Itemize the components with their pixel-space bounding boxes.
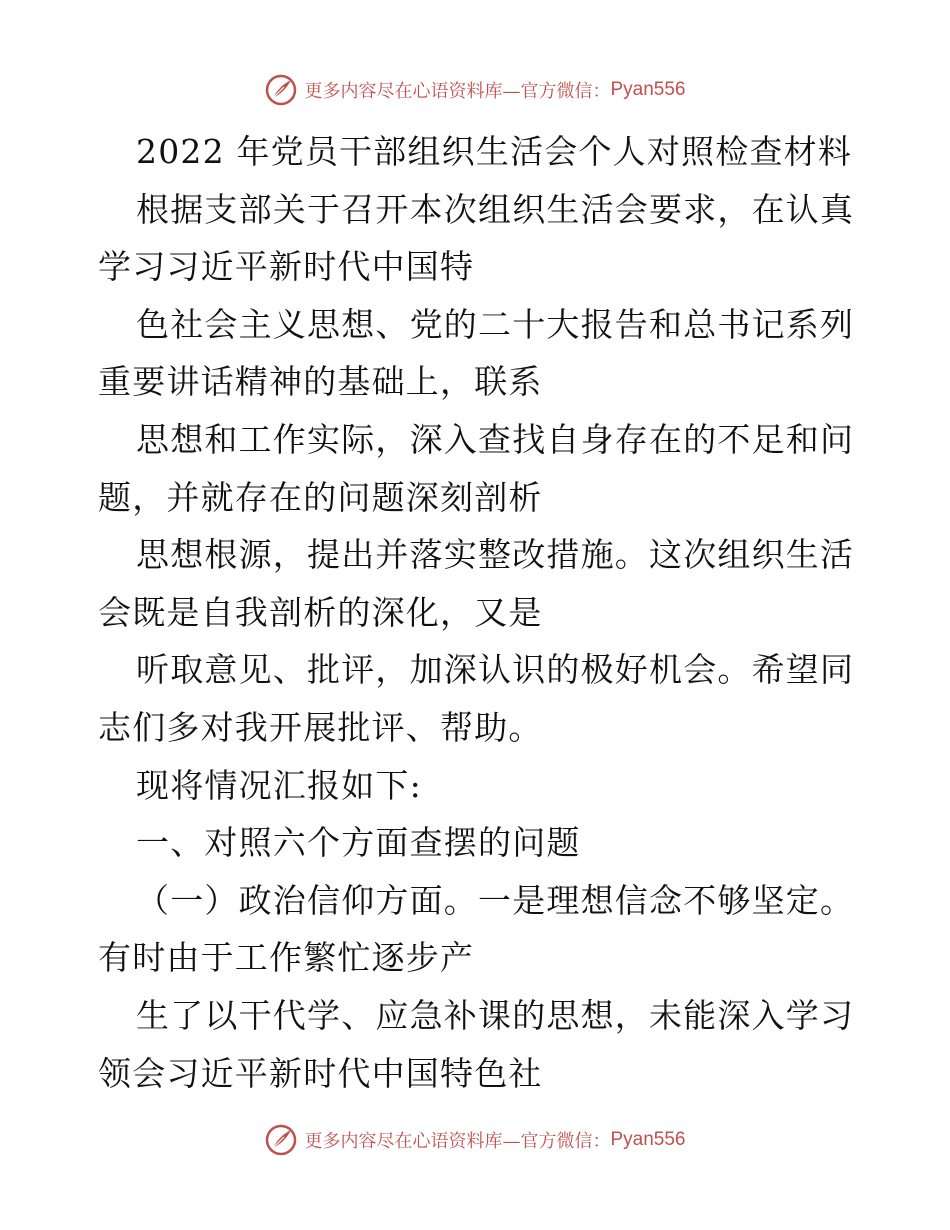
paragraph-line: 思想和工作实际，深入查找自身存在的不足和问 [136,419,855,459]
paragraph-line: 有时由于工作繁忙逐步产 [98,938,475,978]
paragraph-line: 题，并就存在的问题深刻剖析 [98,477,543,517]
footer-watermark [0,1120,950,1160]
paragraph-line: 听取意见、批评，加深认识的极好机会。希望同 [136,650,855,690]
paragraph-line: 生了以干代学、应急补课的思想，未能深入学习 [136,995,855,1035]
paragraph-line: 重要讲话精神的基础上，联系 [98,362,543,402]
feather-pen-logo-icon [264,73,298,107]
header-watermark [0,70,950,110]
feather-pen-logo-icon [264,1123,298,1157]
watermark-account: Pyan556 [610,1129,686,1150]
paragraph-line: 领会习近平新时代中国特色社 [98,1053,543,1093]
watermark-account: Pyan556 [610,79,686,100]
paragraph-line: 现将情况汇报如下: [136,765,422,805]
paragraph-line: 学习习近平新时代中国特 [98,247,475,287]
paragraph-line: 会既是自我剖析的深化，又是 [98,592,543,632]
paragraph-line: （一）政治信仰方面。一是理想信念不够坚定。 [136,880,855,920]
watermark-text: 更多内容尽在心语资料库—官方微信： [304,1131,611,1152]
paragraph-line: 志们多对我开展批评、帮助。 [98,707,543,747]
document-body [98,123,858,1102]
paragraph-line: 思想根源，提出并落实整改措施。这次组织生活 [136,535,855,575]
paragraph-line: 色社会主义思想、党的二十大报告和总书记系列 [136,304,855,344]
section-heading: 一、对照六个方面查摆的问题 [136,823,581,863]
document-title: 2022 年党员干部组织生活会个人对照检查材料 [136,132,853,171]
paragraph-line: 根据支部关于召开本次组织生活会要求，在认真 [136,189,855,229]
watermark-text: 更多内容尽在心语资料库—官方微信： [304,81,611,102]
